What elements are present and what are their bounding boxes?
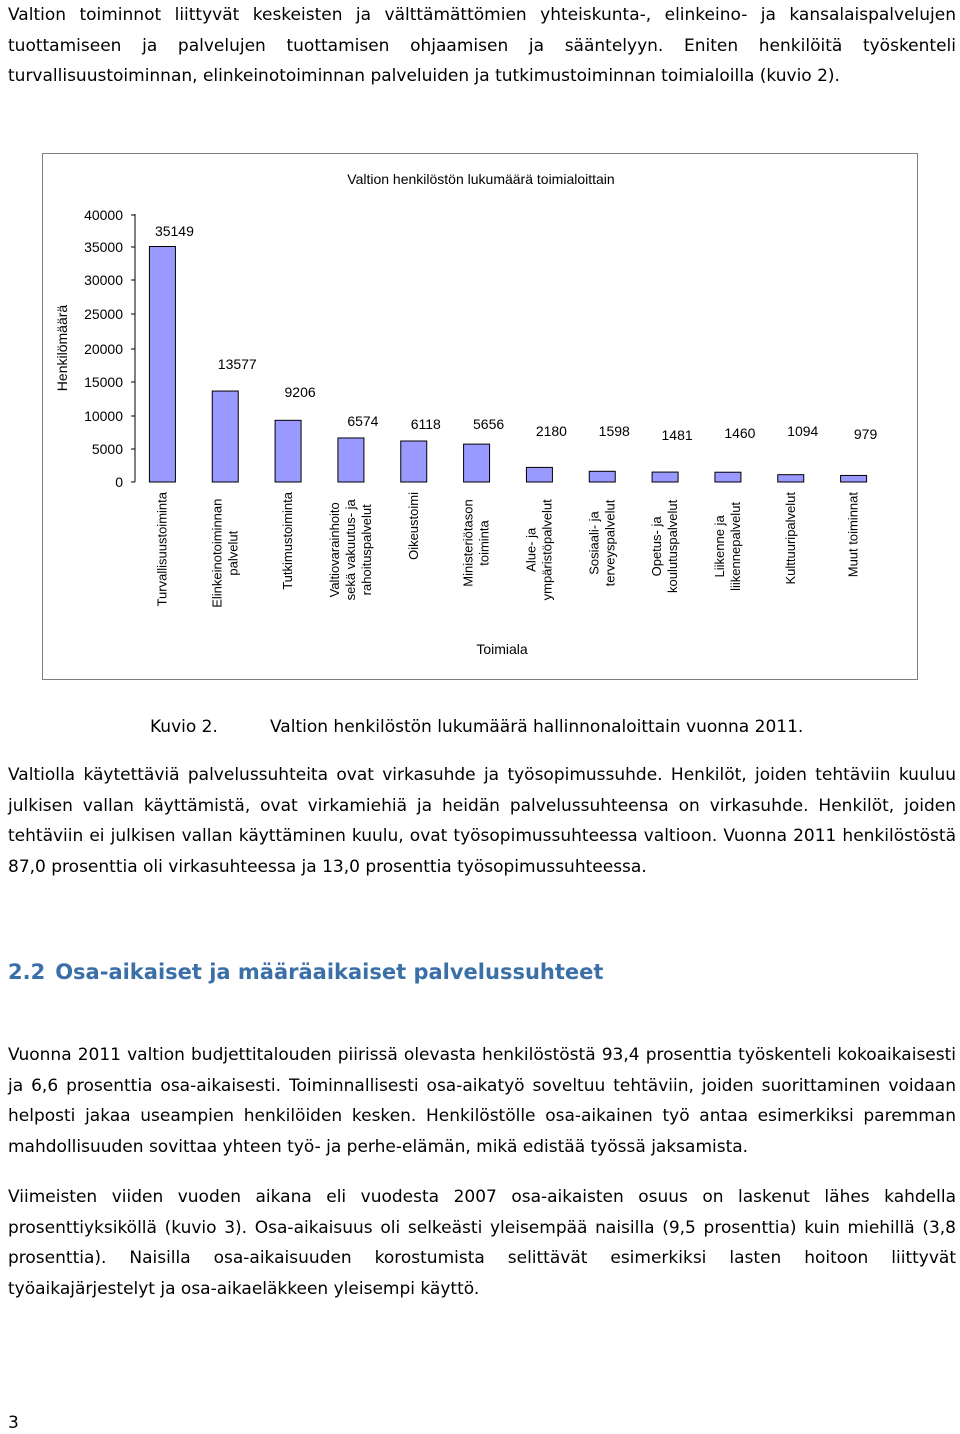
bar-data-label: 1094 [787, 423, 819, 439]
category-label [280, 491, 295, 590]
category-label-line: terveyspalvelut [602, 499, 618, 587]
bar [464, 444, 490, 482]
category-label-line: Muut toiminnat [845, 492, 861, 578]
category-label-line: Turvallisuustoiminta [154, 492, 170, 607]
bar-data-label: 13577 [217, 356, 257, 372]
bar-data-label: 5656 [473, 416, 505, 432]
bar [275, 420, 301, 482]
y-tick-label: 25000 [84, 306, 123, 322]
bar-chart [43, 154, 917, 679]
category-label-line: Alue- ja [523, 527, 539, 572]
y-tick-group [84, 207, 135, 490]
chart-container [42, 153, 918, 680]
y-tick-label: 10000 [84, 408, 123, 424]
bar-data-label: 2180 [535, 423, 567, 439]
page-number: 3 [8, 1413, 19, 1433]
parttime-paragraph-2: Viimeisten viiden vuoden aikana eli vuodesta 2007 osa-aikaisten osuus on laskenut lähes kahdella prosenttiyksiköllä (kuvio 3). Osa-aikaisuus oli selkeästi yleisempää naisilla (9,5 prosenttia) kuin miehillä (3,8 prosenttia). Naisilla osa-aikaisuuden korostumista selittävät esimerkiksi lasten hoitoon liittyvät työaikajärjestelyt ja osa-aikaeläkkeen yleisempi käyttö. [8, 1187, 956, 1299]
y-tick-label: 20000 [84, 341, 123, 357]
category-label [783, 492, 798, 585]
bar [149, 247, 175, 482]
category-label-group [154, 491, 860, 608]
category-label-line: Liikenne ja [711, 515, 727, 578]
category-label [523, 499, 554, 601]
bar [715, 472, 741, 482]
bar [778, 475, 804, 482]
figure-caption-text: Valtion henkilöstön lukumäärä hallinnonaloittain vuonna 2011. [270, 717, 804, 737]
category-label [209, 499, 240, 608]
bar [338, 438, 364, 482]
section-heading [8, 957, 603, 987]
category-label [154, 491, 169, 606]
category-label-line: liikennepalvelut [727, 501, 743, 591]
category-label-line: Tutkimustoiminta [280, 492, 296, 590]
bar [212, 391, 238, 482]
section-number: 2.2 [8, 960, 46, 984]
chart-title: Valtion henkilöstön lukumäärä toimialoittain [347, 171, 615, 187]
category-label-line: Opetus- ja [649, 516, 665, 577]
category-label-line: ympäristöpalvelut [539, 499, 555, 601]
category-label-line: koulutuspalvelut [665, 499, 681, 594]
category-label-line: sekä vakuutus- ja [342, 499, 358, 601]
bar-data-label: 1460 [724, 425, 756, 441]
y-tick-label: 0 [115, 474, 123, 490]
bar-data-label: 35149 [154, 223, 194, 239]
category-label [712, 502, 743, 591]
bar [526, 467, 552, 482]
x-axis-title: Toimiala [476, 641, 528, 657]
bar [841, 475, 867, 482]
y-tick-label: 40000 [84, 207, 123, 223]
bar-data-label: 1598 [598, 423, 630, 439]
bar-data-label: 6574 [347, 413, 379, 429]
y-tick-label: 5000 [91, 441, 123, 457]
category-label-line: Oikeustoimi [405, 492, 421, 560]
bar-data-label: 1481 [661, 427, 693, 443]
bar [401, 441, 427, 482]
category-label [461, 499, 492, 586]
bar [652, 472, 678, 482]
category-label [586, 499, 617, 586]
data-label-group [155, 223, 878, 443]
category-label [327, 498, 374, 600]
category-label-line: Ministeriötason [460, 499, 476, 587]
parttime-paragraph-1: Vuonna 2011 valtion budjettitalouden piirissä olevasta henkilöstöstä 93,4 prosenttia työskenteli kokoaikaisesti ja 6,6 prosenttia osa-aikaisesti. Toiminnallisesti osa-aikatyö soveltuu tehtäviin, joiden suorittaminen voidaan helposti jakaa useampien henkilöiden kesken. Henkilöstölle osa-aikainen työ antaa esimerkiksi paremman mahdollisuuden sovittaa yhteen työ- ja perhe-elämän, mikä edistää työssä jaksamista. [8, 1045, 956, 1157]
category-label-line: rahoituspalvelut [358, 504, 374, 596]
y-tick-label: 35000 [84, 239, 123, 255]
y-tick-label: 15000 [84, 374, 123, 390]
figure-caption-label: Kuvio 2. [150, 717, 218, 737]
category-label [649, 499, 680, 593]
category-label-line: Valtiovarainhoito [326, 502, 342, 598]
category-label-line: Kulttuuripalvelut [782, 492, 798, 585]
category-label-line: Sosiaali- ja [586, 511, 602, 575]
bar-group [149, 247, 866, 482]
category-label [846, 492, 861, 578]
contracts-paragraph: Valtiolla käytettäviä palvelussuhteita ovat virkasuhde ja työsopimussuhde. Henkilöt, joiden tehtäviin kuuluu julkisen vallan käyttämistä, ovat virkamiehiä ja heidän palvelussuhteensa on virkasuhde. Henkilöt, joiden tehtäviin ei julkisen vallan käyttäminen kuulu, ovat työsopimussuhteessa valtioon. Vuonna 2011 henkilöstöstä 87,0 prosenttia oli virkasuhteessa ja 13,0 prosenttia työsopimussuhteessa. [8, 765, 956, 877]
bar-data-label: 979 [853, 426, 878, 442]
section-title: Osa-aikaiset ja määräaikaiset palvelussuhteet [55, 960, 604, 984]
category-label-line: palvelut [225, 530, 241, 576]
y-tick-label: 30000 [84, 272, 123, 288]
category-label-line: toiminta [476, 520, 492, 566]
bar-data-label: 6118 [410, 416, 441, 432]
category-label-line: Elinkeinotoiminnan [209, 498, 225, 608]
intro-paragraph: Valtion toiminnot liittyvät keskeisten ja välttämättömien yhteiskunta-, elinkeino- ja kansalaispalvelujen tuottamiseen ja palvelujen tuottamisen ohjaamisen ja sääntelyyn. Eniten henkilöitä työskenteli turvallisuustoiminnan, elinkeinotoiminnan palveluiden ja tutkimustoiminnan toimialoilla (kuvio 2). [8, 5, 956, 86]
bar-data-label: 9206 [284, 384, 316, 400]
y-axis-title: Henkilömäärä [54, 304, 70, 392]
category-label [406, 492, 421, 560]
bar [589, 471, 615, 482]
